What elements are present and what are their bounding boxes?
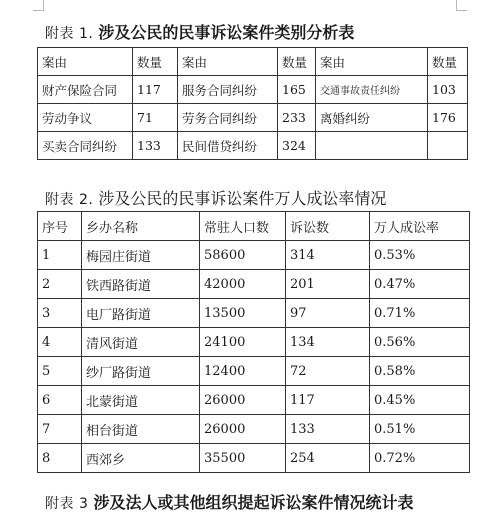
count-cell: 71 — [133, 104, 178, 132]
index-cell: 8 — [38, 444, 82, 473]
table1-caption — [45, 20, 354, 43]
header-cell: 数量 — [133, 48, 178, 76]
header-cell: 数量 — [278, 48, 316, 76]
page-corner-mark-left — [33, 0, 44, 11]
header-cell: 数量 — [428, 48, 468, 76]
table3-caption — [45, 490, 413, 513]
case-category-table — [37, 47, 468, 160]
table-row — [38, 328, 470, 357]
table-row — [38, 299, 470, 328]
table-row — [38, 270, 470, 299]
population-cell: 26000 — [200, 386, 286, 415]
population-cell: 12400 — [200, 357, 286, 386]
table-header-row — [38, 48, 468, 76]
case-count-cell: 134 — [286, 328, 370, 357]
population-cell: 26000 — [200, 415, 286, 444]
count-cell: 233 — [278, 104, 316, 132]
district-cell: 铁西路街道 — [82, 270, 200, 299]
table2-title: 涉及公民的民事诉讼案件万人成讼率情况 — [98, 189, 387, 208]
header-cell: 案由 — [316, 48, 428, 76]
table2-prefix: 附表 2. — [45, 192, 94, 208]
table1-title: 涉及公民的民事诉讼案件类别分析表 — [98, 23, 355, 42]
population-cell: 58600 — [200, 241, 286, 270]
rate-cell: 0.56% — [370, 328, 470, 357]
population-cell: 24100 — [200, 328, 286, 357]
case-type-cell: 财产保险合同 — [38, 76, 133, 104]
rate-cell: 0.51% — [370, 415, 470, 444]
table-row — [38, 357, 470, 386]
district-cell: 北蒙街道 — [82, 386, 200, 415]
count-cell — [428, 132, 468, 160]
index-cell: 2 — [38, 270, 82, 299]
rate-cell: 0.45% — [370, 386, 470, 415]
header-cell: 常驻人口数 — [200, 212, 286, 241]
table-row — [38, 386, 470, 415]
index-cell: 3 — [38, 299, 82, 328]
case-type-cell — [316, 132, 428, 160]
index-cell: 6 — [38, 386, 82, 415]
population-cell: 35500 — [200, 444, 286, 473]
table1-prefix: 附表 1. — [45, 26, 94, 42]
district-cell: 相台街道 — [82, 415, 200, 444]
count-cell: 133 — [133, 132, 178, 160]
header-cell: 诉讼数 — [286, 212, 370, 241]
header-cell: 案由 — [38, 48, 133, 76]
table-row — [38, 104, 468, 132]
case-type-cell: 劳务合同纠纷 — [178, 104, 278, 132]
count-cell: 103 — [428, 76, 468, 104]
district-cell: 电厂路街道 — [82, 299, 200, 328]
rate-cell: 0.71% — [370, 299, 470, 328]
rate-cell: 0.72% — [370, 444, 470, 473]
index-cell: 5 — [38, 357, 82, 386]
case-count-cell: 133 — [286, 415, 370, 444]
index-cell: 1 — [38, 241, 82, 270]
rate-cell: 0.53% — [370, 241, 470, 270]
case-count-cell: 97 — [286, 299, 370, 328]
case-count-cell: 72 — [286, 357, 370, 386]
page-corner-mark-right — [456, 0, 467, 11]
index-cell: 7 — [38, 415, 82, 444]
header-cell: 案由 — [178, 48, 278, 76]
table-row — [38, 241, 470, 270]
rate-cell: 0.58% — [370, 357, 470, 386]
district-cell: 西郊乡 — [82, 444, 200, 473]
count-cell: 176 — [428, 104, 468, 132]
table-row — [38, 76, 468, 104]
litigation-rate-table — [37, 211, 470, 473]
rate-cell: 0.47% — [370, 270, 470, 299]
count-cell: 324 — [278, 132, 316, 160]
district-cell: 清风街道 — [82, 328, 200, 357]
population-cell: 42000 — [200, 270, 286, 299]
count-cell: 117 — [133, 76, 178, 104]
case-count-cell: 117 — [286, 386, 370, 415]
table-row — [38, 132, 468, 160]
table-row — [38, 444, 470, 473]
population-cell: 13500 — [200, 299, 286, 328]
table2-caption — [45, 186, 386, 209]
table-header-row — [38, 212, 470, 241]
case-type-cell: 劳动争议 — [38, 104, 133, 132]
header-cell: 万人成讼率 — [370, 212, 470, 241]
district-cell: 纱厂路街道 — [82, 357, 200, 386]
count-cell: 165 — [278, 76, 316, 104]
table3-title: 涉及法人或其他组织提起诉讼案件情况统计表 — [93, 493, 414, 512]
case-type-cell: 服务合同纠纷 — [178, 76, 278, 104]
header-cell: 序号 — [38, 212, 82, 241]
case-count-cell: 254 — [286, 444, 370, 473]
case-type-cell: 买卖合同纠纷 — [38, 132, 133, 160]
header-cell: 乡办名称 — [82, 212, 200, 241]
case-type-cell: 离婚纠纷 — [316, 104, 428, 132]
case-type-cell: 民间借贷纠纷 — [178, 132, 278, 160]
table-row — [38, 415, 470, 444]
case-count-cell: 314 — [286, 241, 370, 270]
case-count-cell: 201 — [286, 270, 370, 299]
table3-prefix: 附表 3 — [45, 496, 89, 512]
district-cell: 梅园庄街道 — [82, 241, 200, 270]
index-cell: 4 — [38, 328, 82, 357]
case-type-cell: 交通事故责任纠纷 — [316, 76, 428, 104]
